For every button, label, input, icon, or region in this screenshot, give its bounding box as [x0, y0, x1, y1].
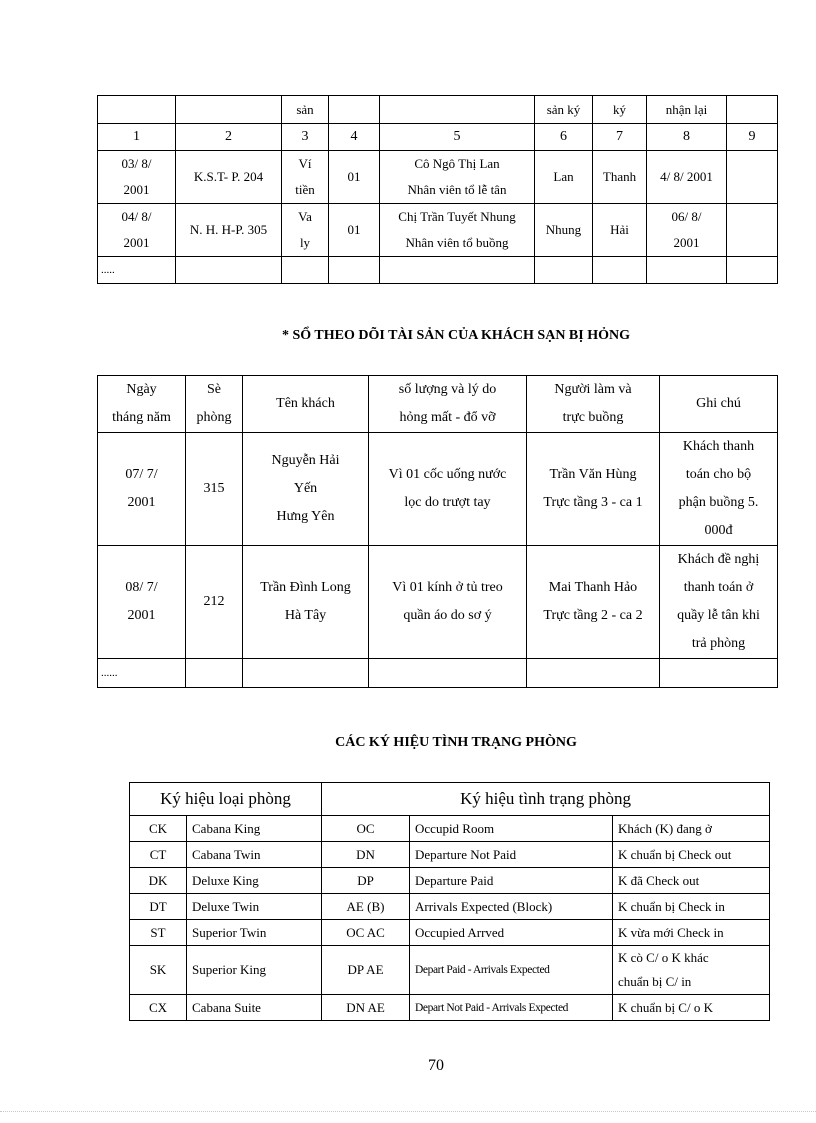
- status-meaning: Arrivals Expected (Block): [410, 894, 613, 920]
- staff-cell: Mai Thanh Hảo Trực tầng 2 - ca 2: [527, 546, 660, 659]
- column-number: 5: [380, 124, 535, 151]
- returned-cell: 4/ 8/ 2001: [647, 151, 727, 204]
- footer-divider: [0, 1111, 816, 1112]
- status-description: K vừa mới Check in: [613, 920, 770, 946]
- room-code: CX: [130, 995, 187, 1021]
- section-heading: CÁC KÝ HIỆU TÌNH TRẠNG PHÒNG: [335, 735, 577, 750]
- room-status-codes-table: [129, 782, 770, 1021]
- table-header-row: [130, 783, 770, 816]
- room-cell: K.S.T- P. 204: [176, 151, 282, 204]
- room-type: Cabana Suite: [187, 995, 322, 1021]
- note-cell: Khách thanh toán cho bộ phận buồng 5. 000đ: [660, 433, 778, 546]
- table-row: [98, 257, 778, 284]
- room-code: CT: [130, 842, 187, 868]
- table-row: [98, 96, 778, 124]
- table-row: [98, 659, 778, 688]
- room-type: Superior Twin: [187, 920, 322, 946]
- table-cell: [727, 257, 778, 284]
- room-type-header: Ký hiệu loại phòng: [130, 783, 322, 816]
- reason-cell: Vì 01 cốc uống nước lọc do trượt tay: [369, 433, 527, 546]
- signer-cell: Nhung: [535, 204, 593, 257]
- table-cell: [329, 257, 380, 284]
- room-code: DK: [130, 868, 187, 894]
- item-cell: Ví tiền: [282, 151, 329, 204]
- status-description: K đã Check out: [613, 868, 770, 894]
- table-row: [130, 894, 770, 920]
- table-cell: [176, 96, 282, 124]
- table-cell: [727, 151, 778, 204]
- table-cell: [186, 659, 243, 688]
- reason-cell: Vì 01 kính ở tủ treo quần áo do sơ ý: [369, 546, 527, 659]
- status-code: OC AC: [322, 920, 410, 946]
- date-cell: 03/ 8/ 2001: [98, 151, 176, 204]
- column-header: Ngày tháng năm: [98, 376, 186, 433]
- room-status-header: Ký hiệu tình trạng phòng: [322, 783, 770, 816]
- table-row: [130, 920, 770, 946]
- person-cell: Chị Trần Tuyết Nhung Nhân viên tổ buồng: [380, 204, 535, 257]
- deposit-table: [97, 95, 778, 284]
- section-heading: * SỔ THEO DÕI TÀI SẢN CỦA KHÁCH SẠN BỊ HỎNG: [282, 328, 630, 343]
- column-header: Sè phòng: [186, 376, 243, 433]
- table-cell: sản: [282, 96, 329, 124]
- room-type: Cabana Twin: [187, 842, 322, 868]
- column-header: số lượng và lý do hỏng mất - đổ vỡ: [369, 376, 527, 433]
- status-description: K cò C/ o K khác chuẩn bị C/ in: [613, 946, 770, 995]
- staff-cell: Trần Văn Hùng Trực tầng 3 - ca 1: [527, 433, 660, 546]
- note-cell: Khách đề nghị thanh toán ở quầy lễ tân khi trả phòng: [660, 546, 778, 659]
- column-number-row: [98, 124, 778, 151]
- table-cell: [660, 659, 778, 688]
- table-cell: [727, 96, 778, 124]
- room-cell: 212: [186, 546, 243, 659]
- status-meaning: Departure Paid: [410, 868, 613, 894]
- status-code: DN: [322, 842, 410, 868]
- date-cell: 07/ 7/ 2001: [98, 433, 186, 546]
- table-cell: nhận lại: [647, 96, 727, 124]
- column-header: Tên khách: [243, 376, 369, 433]
- status-description: Khách (K) đang ở: [613, 816, 770, 842]
- status-code: AE (B): [322, 894, 410, 920]
- column-number: 8: [647, 124, 727, 151]
- table-row: [98, 151, 778, 204]
- column-number: 3: [282, 124, 329, 151]
- table-cell: [535, 257, 593, 284]
- table-row: [130, 842, 770, 868]
- person-cell: Cô Ngô Thị Lan Nhân viên tổ lễ tân: [380, 151, 535, 204]
- table-cell: [380, 96, 535, 124]
- table-row: [130, 946, 770, 995]
- room-type: Superior King: [187, 946, 322, 995]
- table-header-row: [98, 376, 778, 433]
- column-number: 7: [593, 124, 647, 151]
- room-type: Cabana King: [187, 816, 322, 842]
- status-meaning: Depart Not Paid - Arrivals Expected: [410, 995, 613, 1021]
- column-header: Ghi chú: [660, 376, 778, 433]
- room-code: DT: [130, 894, 187, 920]
- table-cell: [593, 257, 647, 284]
- page-number: 70: [428, 1057, 444, 1074]
- status-meaning: Departure Not Paid: [410, 842, 613, 868]
- column-number: 2: [176, 124, 282, 151]
- guest-cell: Nguyễn Hải Yến Hưng Yên: [243, 433, 369, 546]
- returned-cell: 06/ 8/ 2001: [647, 204, 727, 257]
- ellipsis-cell: .....: [98, 257, 176, 284]
- room-code: SK: [130, 946, 187, 995]
- quantity-cell: 01: [329, 204, 380, 257]
- table-cell: [329, 96, 380, 124]
- table-cell: ký: [593, 96, 647, 124]
- column-number: 4: [329, 124, 380, 151]
- room-cell: N. H. H-P. 305: [176, 204, 282, 257]
- guest-cell: Trần Đình Long Hà Tây: [243, 546, 369, 659]
- status-meaning: Occupid Room: [410, 816, 613, 842]
- damaged-assets-table: [97, 375, 778, 688]
- table-cell: [243, 659, 369, 688]
- item-cell: Va ly: [282, 204, 329, 257]
- column-number: 6: [535, 124, 593, 151]
- column-number: 1: [98, 124, 176, 151]
- room-code: CK: [130, 816, 187, 842]
- ellipsis-cell: ......: [98, 659, 186, 688]
- table-cell: [727, 204, 778, 257]
- signer2-cell: Hải: [593, 204, 647, 257]
- table-cell: [647, 257, 727, 284]
- column-number: 9: [727, 124, 778, 151]
- table-row: [98, 433, 778, 546]
- table-cell: [369, 659, 527, 688]
- table-cell: [176, 257, 282, 284]
- column-header: Người làm và trực buồng: [527, 376, 660, 433]
- table-row: [130, 816, 770, 842]
- status-meaning: Depart Paid - Arrivals Expected: [410, 946, 613, 995]
- date-cell: 04/ 8/ 2001: [98, 204, 176, 257]
- table-row: [98, 204, 778, 257]
- room-type: Deluxe Twin: [187, 894, 322, 920]
- table-cell: [527, 659, 660, 688]
- status-description: K chuẩn bị Check out: [613, 842, 770, 868]
- status-code: DN AE: [322, 995, 410, 1021]
- signer2-cell: Thanh: [593, 151, 647, 204]
- signer-cell: Lan: [535, 151, 593, 204]
- room-type: Deluxe King: [187, 868, 322, 894]
- table-cell: sản ký: [535, 96, 593, 124]
- table-cell: [98, 96, 176, 124]
- room-cell: 315: [186, 433, 243, 546]
- status-code: DP: [322, 868, 410, 894]
- status-code: OC: [322, 816, 410, 842]
- status-description: K chuẩn bị Check in: [613, 894, 770, 920]
- table-cell: [282, 257, 329, 284]
- table-cell: [380, 257, 535, 284]
- status-code: DP AE: [322, 946, 410, 995]
- status-meaning: Occupied Arrved: [410, 920, 613, 946]
- status-description: K chuẩn bị C/ o K: [613, 995, 770, 1021]
- table-row: [130, 868, 770, 894]
- table-row: [98, 546, 778, 659]
- date-cell: 08/ 7/ 2001: [98, 546, 186, 659]
- room-code: ST: [130, 920, 187, 946]
- quantity-cell: 01: [329, 151, 380, 204]
- table-row: [130, 995, 770, 1021]
